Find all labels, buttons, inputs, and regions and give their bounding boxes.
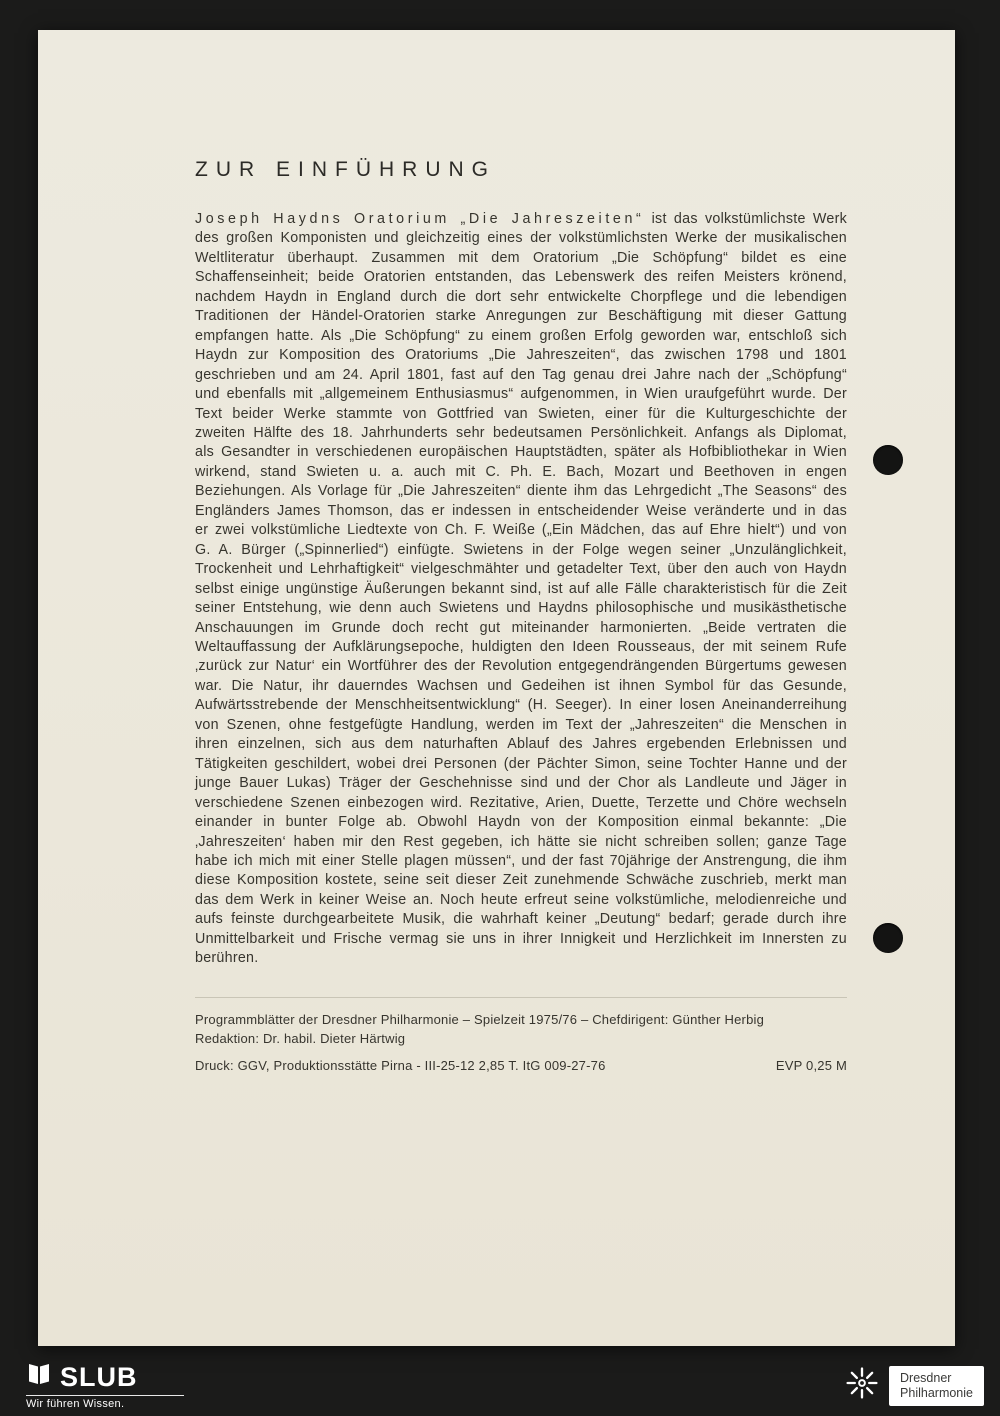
imprint-line-publisher: Programmblätter der Dresdner Philharmonie – Spielzeit 1975/76 – Chefdirigent: Günther Herbig bbox=[195, 1011, 765, 1027]
slub-logo-row bbox=[26, 1361, 184, 1392]
body-text bbox=[195, 210, 847, 969]
imprint-price: EVP 0,25 M bbox=[775, 1057, 847, 1073]
punch-hole bbox=[873, 445, 903, 475]
philharmonie-label-line1: Dresdner bbox=[900, 1370, 952, 1385]
slub-tagline: Wir führen Wissen. bbox=[26, 1398, 125, 1410]
imprint-line-print-row bbox=[195, 1056, 847, 1076]
imprint-line-editor: Redaktion: Dr. habil. Dieter Härtwig bbox=[195, 1031, 406, 1047]
slub-divider bbox=[26, 1395, 184, 1396]
philharmonie-watermark bbox=[844, 1365, 984, 1406]
slub-watermark bbox=[26, 1361, 184, 1410]
philharmonie-label-line2: Philharmonie bbox=[900, 1385, 973, 1400]
book-icon bbox=[26, 1361, 52, 1392]
body-text-emphasis: Joseph Haydns Oratorium „Die Jahreszeiten“ bbox=[195, 211, 645, 227]
document-page bbox=[38, 30, 955, 1346]
slub-logo-text: SLUB bbox=[60, 1361, 138, 1392]
page-content bbox=[195, 158, 847, 1075]
imprint-line-print: Druck: GGV, Produktionsstätte Pirna - III-25-12 2,85 T. ItG 009-27-76 bbox=[195, 1057, 606, 1073]
imprint-block bbox=[195, 997, 847, 1076]
philharmonie-label bbox=[889, 1366, 984, 1406]
page-title: ZUR EINFÜHRUNG bbox=[195, 158, 496, 181]
punch-hole bbox=[873, 923, 903, 953]
starburst-icon bbox=[844, 1365, 880, 1406]
body-text-rest: ist das volkstümlichste Werk des großen Komponisten und gleichzeitig eines der volkstümlichsten Werke der musikalischen Weltliteratur überhaupt. Zusammen mit dem Oratorium „Die Schöpfung“ bildet es eine Schaffenseinheit; beide Oratorien entstanden, das Lebenswerk des reifen Meisters krönend, nachdem Haydn in England durch die dort sehr entwickelte Chorpflege und die lebendigen Traditionen der Händel-Oratorien starke Anregungen zur Beschäftigung mit dieser Gattung empfangen hatte. Als „Die Schöpfung“ zu einem großen Erfolg geworden war, entschloß sich Haydn zur Komposition des Oratoriums „Die Jahreszeiten“, das zwischen 1798 und 1801 geschrieben und am 24. April 1801, fast auf den Tag genau drei Jahre nach der „Schöpfung“ und ebenfalls mit „allgemeinem Enthusiasmus“ aufgenommen, in Wien uraufgeführt wurde. Der Text beider Werke stammte von Gottfried van Swieten, einer für die Kulturgeschichte der zweiten Hälfte des 18. Jahrhunderts sehr bedeutsamen Persönlichkeit. Anfangs als Diplomat, als Gesandter in verschiedenen europäischen Hauptstädten, später als Hofbibliothekar in Wien wirkend, stand Swieten u. a. auch mit C. Ph. E. Bach, Mozart und Beethoven in engen Beziehungen. Als Vorlage für „Die Jahreszeiten“ diente ihm das Lehrgedicht „The Seasons“ des Engländers James Thomson, das er indessen in entscheidender Weise veränderte und in das er zwei volkstümliche Liedtexte von Ch. F. Weiße („Ein Mädchen, das auf Ehre hielt“) und von G. A. Bürger („Spinnerlied“) einfügte. Swietens in der Folge wegen seiner „Unzulänglichkeit, Trockenheit und Lehrhaftigkeit“ vielgeschmähter und getadelter Text, über den auch von Haydn selbst einige ungünstige Äußerungen bekannt sind, ist auf alle Fälle charakteristisch für die Zeit seiner Entstehung, wie denn auch Swietens und Haydns philosophische und musikästhetische Anschauungen im Grunde doch recht gut miteinander harmonierten. „Beide vertraten die Weltauffassung der Aufklärungsepoche, huldigten den Ideen Rousseaus, der mit seinem Rufe ‚zurück zur Natur‘ ein Wortführer des der Revolution entgegendrängenden Bürgertums gewesen war. Die Natur, ihr dauerndes Wachsen und Gedeihen ist ihnen Symbol für das Gesunde, Aufwärtsstrebende der Menschheitsentwicklung“ (H. Seeger). In einer losen Aneinanderreihung von Szenen, ohne festgefügte Handlung, werden im Text der „Jahreszeiten“ die Menschen in ihren einzelnen, sich aus dem naturhaften Ablauf des Jahres ergebenden Erlebnissen und Tätigkeiten geschildert, wobei drei Personen (der Pächter Simon, seine Tochter Hanne und der junge Bauer Lukas) Träger der Geschehnisse sind und der Chor als Landleute und Jäger in verschiedene Szenen einbezogen wird. Rezitative, Arien, Duette, Terzette und Chöre wechseln einander in bunter Folge ab. Obwohl Haydn von der Komposition einmal bekannte: „Die ‚Jahreszeiten‘ haben mir den Rest gegeben, ich hätte sie nicht schreiben sollen; ganze Tage habe ich mich mit einer Stelle plagen müssen“, und der fast 70jährige der Anstrengung, die ihm diese Komposition kostete, seine seit dieser Zeit zunehmende Schwäche zuschrieb, merkt man das dem Werk in keiner Weise an. Noch heute erfreut seine volkstümliche, melodienreiche und aufs feinste durchgearbeitete Musik, die wahrhaft keiner „Deutung“ bedarf; gerade durch ihre Unmittelbarkeit und Frische vermag sie uns in ihrer Innigkeit und Herzlichkeit im Innersten zu berühren. bbox=[195, 211, 847, 967]
